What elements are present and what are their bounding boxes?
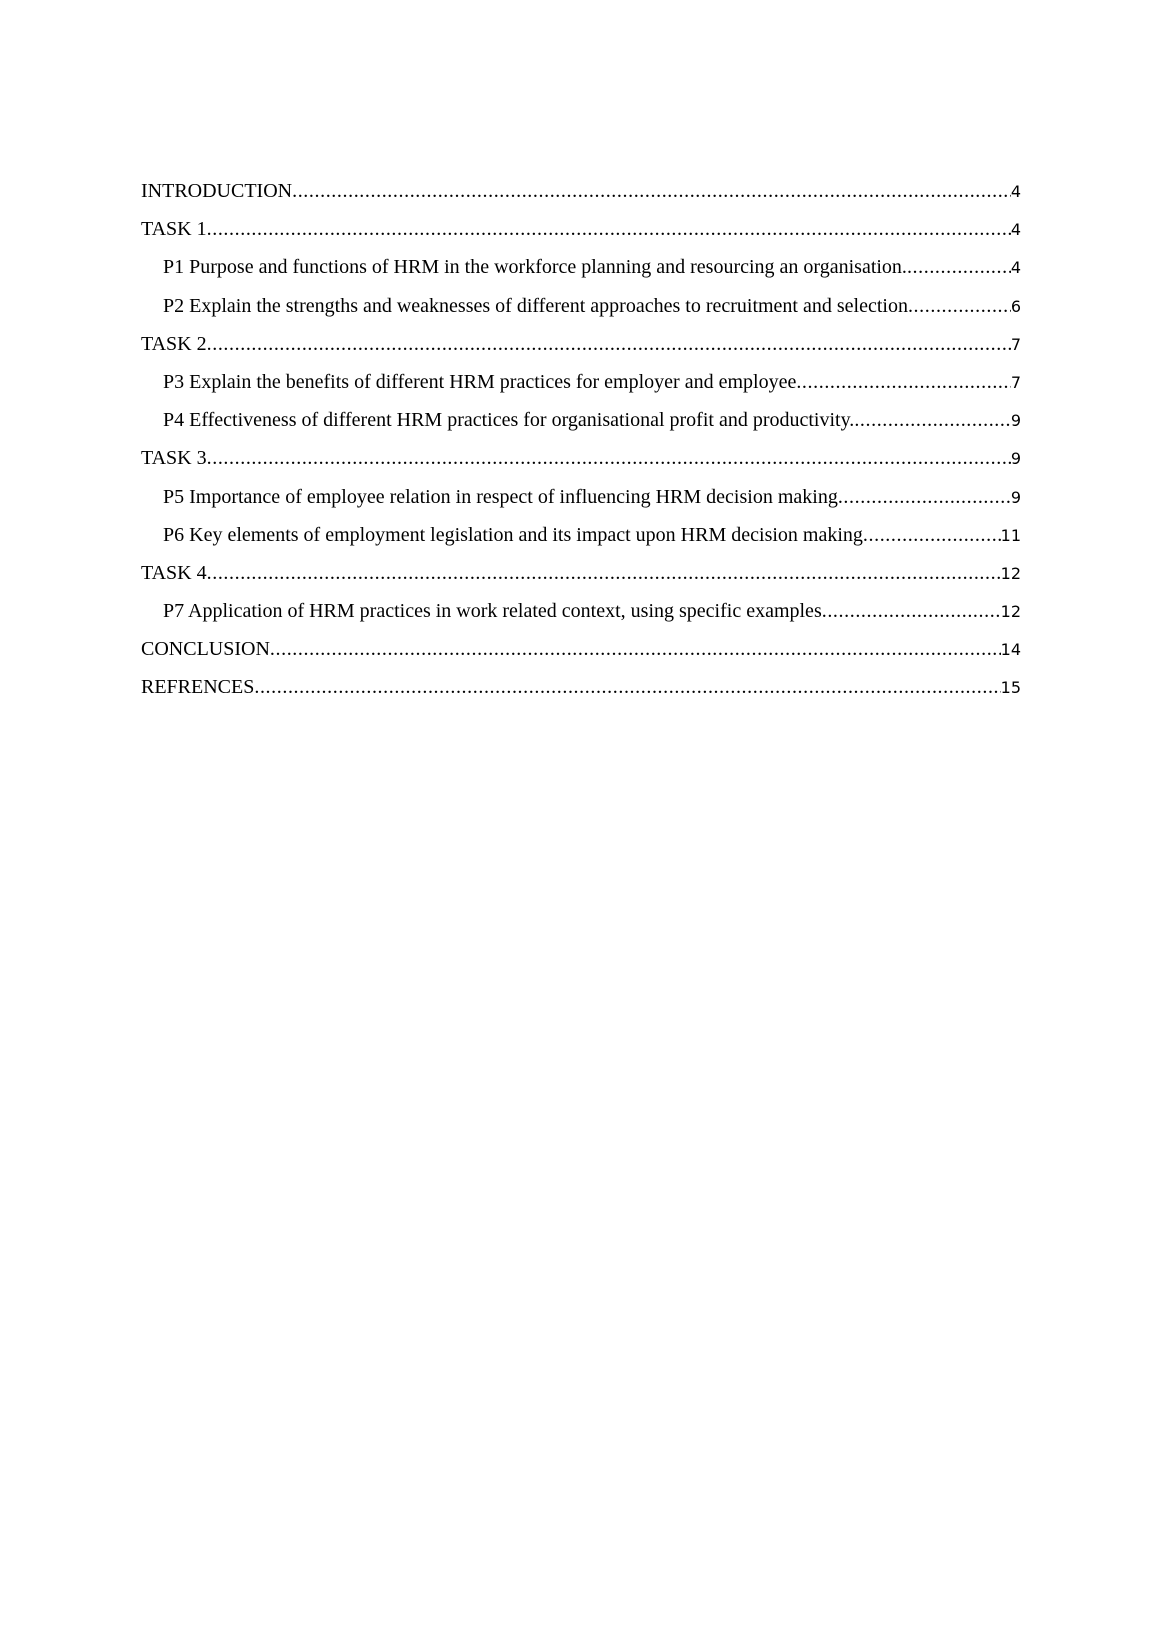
toc-entry-page-number: 4 <box>1010 220 1021 240</box>
toc-entry-page-number: 4 <box>1010 258 1021 278</box>
toc-dot-leader <box>207 447 1011 470</box>
toc-entry-label: TASK 4 <box>141 561 207 584</box>
toc-entry-p2[interactable] <box>141 295 1021 333</box>
toc-dot-leader <box>207 333 1011 356</box>
toc-entry-introduction[interactable] <box>141 180 1021 218</box>
toc-entry-label: TASK 1 <box>141 218 207 241</box>
toc-entry-page-number: 7 <box>1010 372 1021 392</box>
toc-entry-page-number: 7 <box>1010 334 1021 354</box>
toc-entry-task-3[interactable] <box>141 447 1021 485</box>
toc-entry-label: P5 Importance of employee relation in respect of influencing HRM decision making <box>163 485 838 508</box>
toc-entry-p5[interactable] <box>141 486 1021 524</box>
toc-dot-leader <box>207 218 1011 241</box>
toc-entry-page-number: 9 <box>1010 449 1021 469</box>
toc-dot-leader <box>863 524 1001 547</box>
toc-entry-page-number: 4 <box>1010 182 1021 201</box>
toc-dot-leader <box>207 562 1001 585</box>
toc-dot-leader <box>292 180 1011 203</box>
toc-entry-task-4[interactable] <box>141 562 1021 600</box>
toc-entry-p3[interactable] <box>141 371 1021 409</box>
toc-entry-label: P4 Effectiveness of different HRM practices for organisational profit and productivity. <box>163 409 855 432</box>
toc-entry-task-1[interactable] <box>141 218 1021 256</box>
toc-entry-p1[interactable] <box>141 256 1021 294</box>
toc-entry-page-number: 12 <box>1000 602 1021 622</box>
toc-entry-p7[interactable] <box>141 600 1021 638</box>
toc-dot-leader <box>907 256 1011 279</box>
toc-entry-label: P1 Purpose and functions of HRM in the workforce planning and resourcing an organisation. <box>163 256 907 279</box>
toc-entry-page-number: 14 <box>1000 640 1021 660</box>
toc-entry-label: P3 Explain the benefits of different HRM practices for employer and employee <box>163 370 797 393</box>
toc-entry-conclusion[interactable] <box>141 638 1021 676</box>
table-of-contents <box>141 180 1021 715</box>
toc-entry-page-number: 12 <box>1000 563 1021 583</box>
toc-entry-label: INTRODUCTION <box>141 180 293 202</box>
toc-entry-label: P2 Explain the strengths and weaknesses of different approaches to recruitment and selection <box>163 294 908 317</box>
toc-entry-references[interactable] <box>141 676 1021 714</box>
toc-dot-leader <box>838 486 1011 509</box>
toc-entry-page-number: 9 <box>1010 411 1021 431</box>
toc-entry-label: CONCLUSION <box>141 638 270 661</box>
toc-dot-leader <box>822 600 1001 623</box>
toc-entry-label: P6 Key elements of employment legislation and its impact upon HRM decision making <box>163 523 863 546</box>
toc-entry-label: TASK 3 <box>141 447 207 470</box>
toc-entry-label: TASK 2 <box>141 332 207 355</box>
toc-entry-p6[interactable] <box>141 524 1021 562</box>
toc-dot-leader <box>270 638 1001 661</box>
toc-entry-page-number: 11 <box>1000 525 1021 545</box>
toc-dot-leader <box>854 409 1011 432</box>
toc-dot-leader <box>254 676 1000 699</box>
toc-entry-page-number: 9 <box>1010 487 1021 507</box>
toc-entry-page-number: 15 <box>1000 678 1021 698</box>
toc-entry-page-number: 6 <box>1010 296 1021 316</box>
toc-dot-leader <box>908 295 1011 318</box>
toc-entry-p4[interactable] <box>141 409 1021 447</box>
toc-entry-label: REFRENCES <box>141 676 255 699</box>
toc-entry-label: P7 Application of HRM practices in work related context, using specific examples <box>163 600 822 623</box>
toc-dot-leader <box>796 371 1010 394</box>
toc-entry-task-2[interactable] <box>141 333 1021 371</box>
